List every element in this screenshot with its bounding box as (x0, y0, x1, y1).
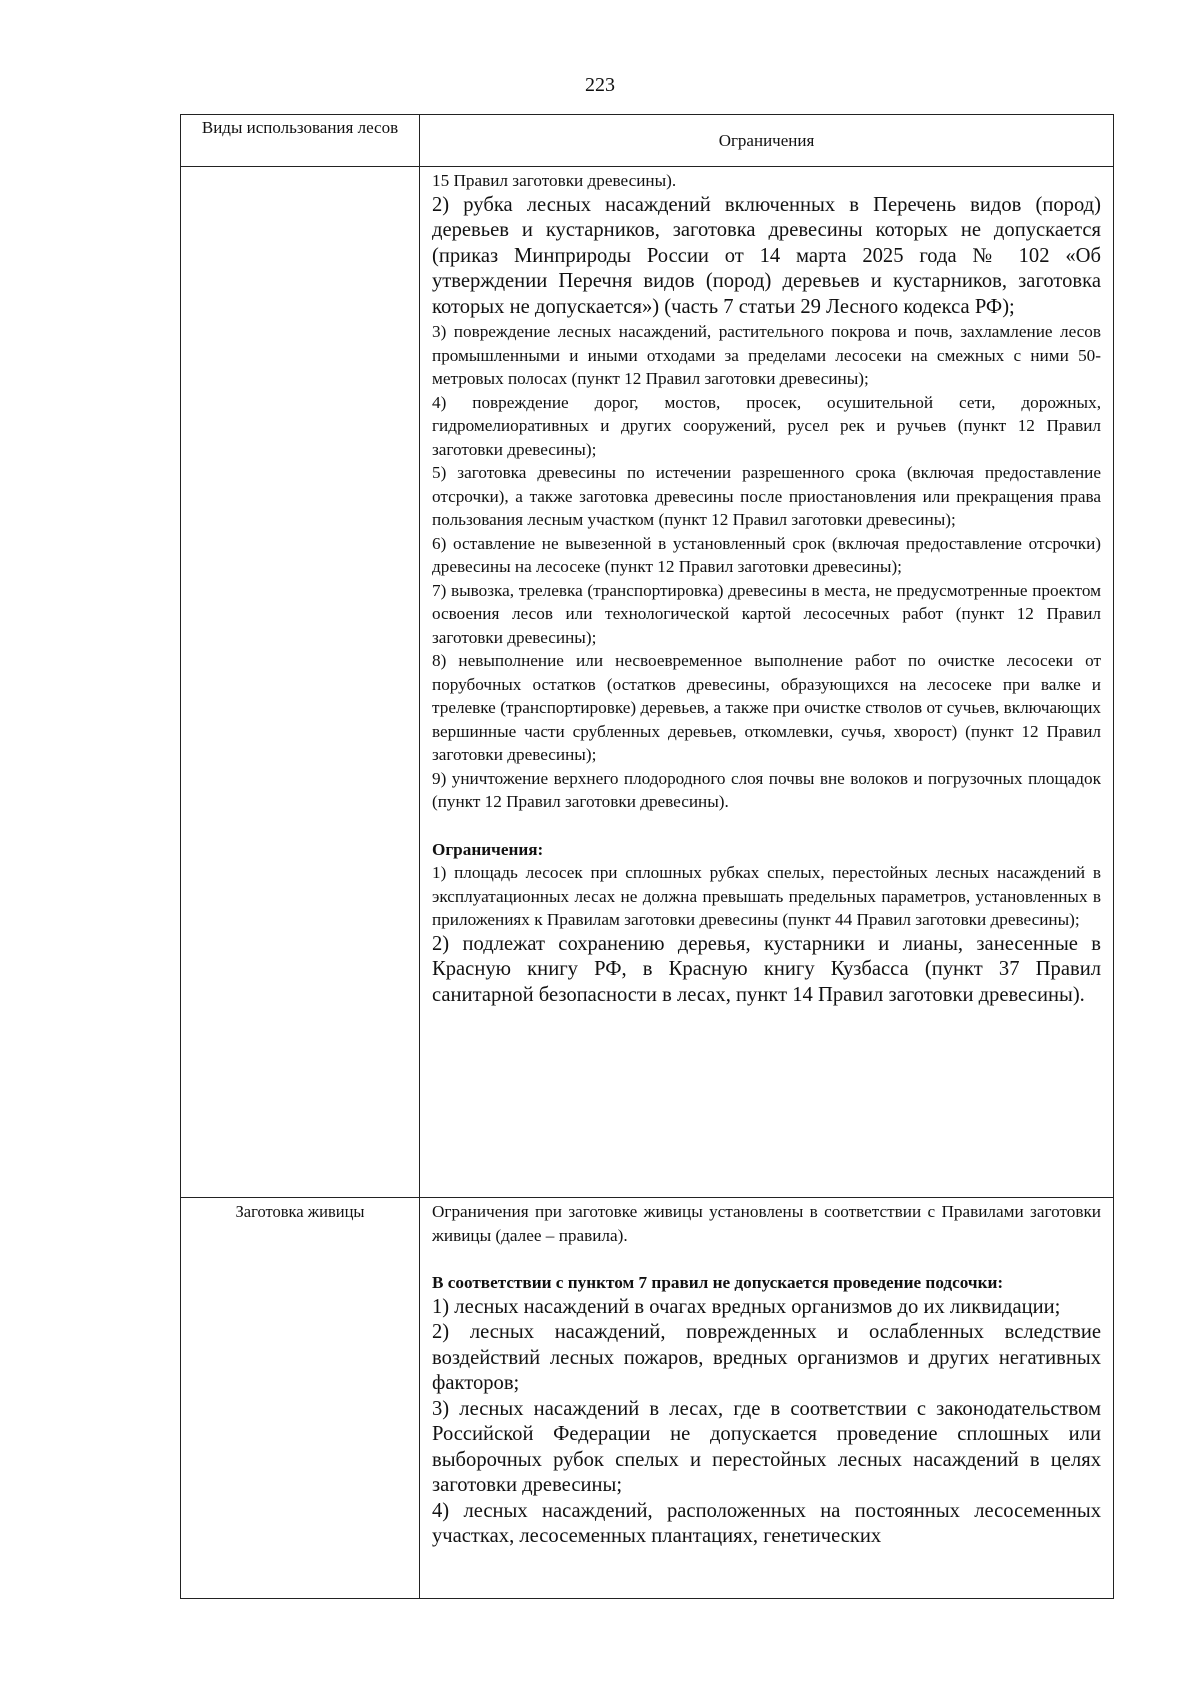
header-restrictions: Ограничения (420, 115, 1114, 167)
paragraph: 3) лесных насаждений в лесах, где в соответствии с законодательством Российской Федерации не допускается проведение сплошных или выборочных рубок спелых и перестойных лесных насаждений в целях заготовки древесины; (432, 1397, 1101, 1496)
use-type-cell (181, 167, 420, 1198)
paragraph: 4) повреждение дорог, мостов, просек, осушительной сети, дорожных, гидромелиоративных и других сооружений, русел рек и ручьев (пункт 12 Правил заготовки древесины); (432, 392, 1101, 459)
restrictions-table (180, 114, 1114, 1599)
paragraph: 2) рубка лесных насаждений включенных в Перечень видов (пород) деревьев и кустарников, заготовка древесины которых не допускается (приказ Минприроды России от 14 марта 2025 года № 102 «Об утверждении Перечня видов (пород) деревьев и кустарников, заготовка которых не допускается») (часть 7 статьи 29 Лесного кодекса РФ); (432, 193, 1101, 318)
paragraph: Ограничения при заготовке живицы установлены в соответствии с Правилами заготовки живицы (далее – правила). (432, 1202, 1101, 1245)
header-use-types: Виды использования лесов (181, 115, 420, 167)
paragraph: 15 Правил заготовки древесины). (432, 171, 677, 190)
use-type-cell: Заготовка живицы (181, 1198, 420, 1599)
paragraph: 3) повреждение лесных насаждений, растительного покрова и почв, захламление лесов промышленными и иными отходами за пределами лесосеки на смежных с ними 50-метровых полосах (пункт 12 Правил заготовки древесины); (432, 322, 1101, 388)
paragraph: 6) оставление не вывезенной в установленный срок (включая предоставление отсрочки) древесины на лесосеке (пункт 12 Правил заготовки древесины); (432, 533, 1101, 576)
table-row (181, 167, 1114, 1198)
spacer (432, 1247, 1101, 1271)
paragraph: 7) вывозка, трелевка (транспортировка) древесины в места, не предусмотренные проектом освоения лесов или технологической картой лесосечных работ (пункт 12 Правил заготовки древесины); (432, 580, 1101, 647)
restrictions-cell (420, 1198, 1114, 1599)
section-heading: Ограничения: (432, 839, 544, 859)
paragraph: 5) заготовка древесины по истечении разрешенного срока (включая предоставление отсрочки), а также заготовка древесины после приостановления или прекращения права пользования лесным участком (пункт 12 Правил заготовки древесины); (432, 463, 1101, 529)
table-row (181, 1198, 1114, 1599)
paragraph: 1) площадь лесосек при сплошных рубках спелых, перестойных лесных насаждений в эксплуатационных лесах не должна превышать предельных параметров, установленных в приложениях к Правилам заготовки древесины (пункт 44 Правил заготовки древесины); (432, 863, 1101, 929)
page-number: 223 (585, 74, 615, 96)
spacer (432, 814, 1101, 838)
paragraph: 1) лесных насаждений в очагах вредных организмов до их ликвидации; (432, 1295, 1061, 1318)
section-heading: В соответствии с пунктом 7 правил не допускается проведение подсочки: (432, 1273, 1004, 1292)
paragraph: 9) уничтожение верхнего плодородного слоя почвы вне волоков и погрузочных площадок (пункт 12 Правил заготовки древесины). (432, 768, 1101, 811)
table-header-row (181, 115, 1114, 167)
paragraph: 2) лесных насаждений, поврежденных и ослабленных вследствие воздействий лесных пожаров, вредных организмов и других негативных факторов; (432, 1321, 1101, 1394)
paragraph: 8) невыполнение или несвоевременное выполнение работ по очистке лесосеки от порубочных остатков (остатков древесины, образующихся на лесосеке при валке и трелевке (транспортировке) деревьев, а также при очистке стволов от сучьев, включающих вершинные части срубленных деревьев, откомлевки, сучья, хворост) (пункт 12 Правил заготовки древесины); (432, 651, 1101, 764)
paragraph: 4) лесных насаждений, расположенных на постоянных лесосеменных участках, лесосеменных плантациях, генетических (432, 1499, 1101, 1547)
paragraph: 2) подлежат сохранению деревья, кустарники и лианы, занесенные в Красную книгу РФ, в Красную книгу Кузбасса (пункт 37 Правил санитарной безопасности в лесах, пункт 14 Правил заготовки древесины). (432, 932, 1101, 1006)
restrictions-cell (420, 167, 1114, 1198)
